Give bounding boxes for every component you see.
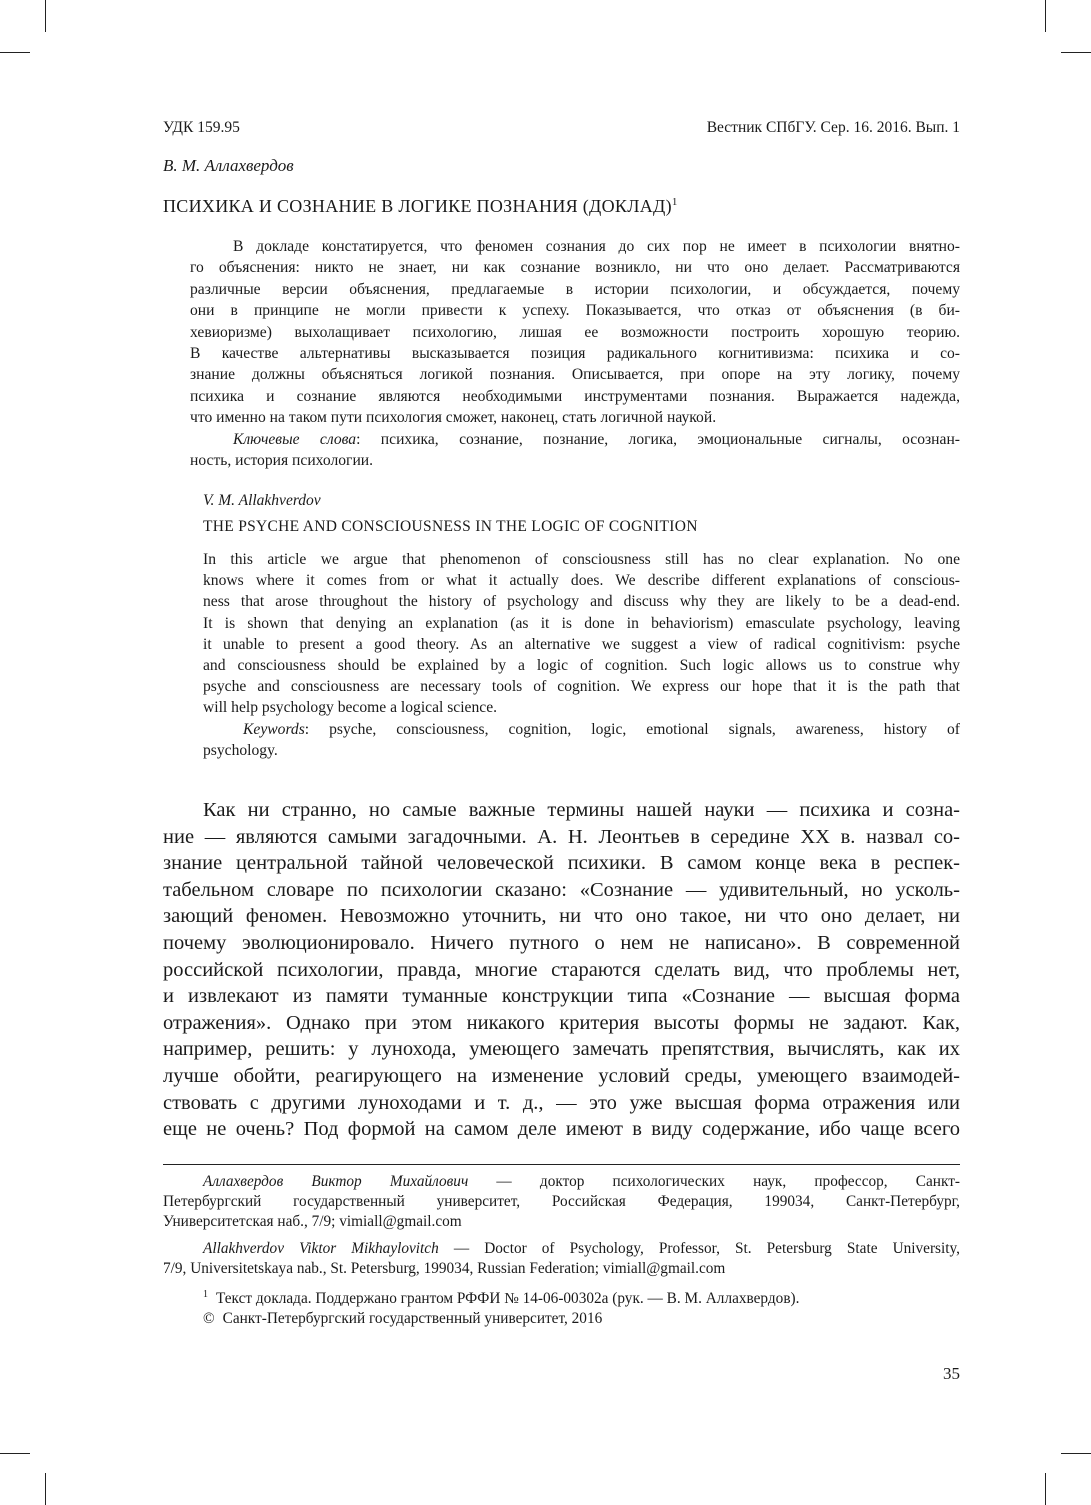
text-line: Как ни странно, но самые важные термины нашей науки — психика и созна- xyxy=(203,799,960,821)
text-line: что именно на таком пути психология сможет, наконец, стать логичной наукой. xyxy=(190,409,717,427)
keywords-label: Ключевые слова xyxy=(233,430,357,448)
title-en: THE PSYCHE AND CONSCIOUSNESS IN THE LOGIC OF COGNITION xyxy=(203,518,698,535)
footnote-line xyxy=(163,1239,960,1259)
title-footnote-mark[interactable]: 1 xyxy=(671,196,678,208)
keywords-line: ность, история психологии. xyxy=(190,452,374,470)
title-text: ПСИХИКА И СОЗНАНИЕ В ЛОГИКЕ ПОЗНАНИЯ (ДОКЛАД) xyxy=(163,196,672,216)
text-line: они в принципе не могли привести к успеху. Показывается, что отказ от объяснения (в би- xyxy=(190,302,960,320)
text-line: knows where it comes from or what it actually does. We describe different explanations of conscious- xyxy=(203,572,960,590)
text-line: В качестве альтернативы высказывается позиция радикального когнитивизма: психика и со- xyxy=(190,345,960,363)
keywords-line xyxy=(190,429,960,450)
copyright-line xyxy=(163,1309,960,1329)
footnote-text: Текст доклада. Поддержано грантом РФФИ № 14-06-00302а (рук. — В. М. Аллахвердов). xyxy=(216,1290,800,1308)
footnote-divider xyxy=(163,1164,960,1165)
footnote-note xyxy=(163,1285,960,1309)
text-line: психика и сознание являются необходимыми инструментами познания. Выражается надежда, xyxy=(190,387,960,405)
crop-mark xyxy=(1045,1473,1046,1505)
crop-mark xyxy=(0,52,30,53)
text-line: and consciousness should be explained by a logic of cognition. Such logic allows us to construe why xyxy=(203,657,960,675)
crop-mark xyxy=(1045,0,1046,32)
page-number: 35 xyxy=(943,1364,960,1383)
keywords-text: : психика, сознание, познание, логика, эмоциональные сигналы, осознан- xyxy=(356,430,960,448)
abstract-ru xyxy=(190,236,960,471)
text-line: зающий феномен. Невозможно уточнить, ни что оно такое, ни что оно делает, ни xyxy=(163,905,960,928)
author-info: — Doctor of Psychology, Professor, St. Petersburg State University, xyxy=(438,1240,960,1257)
footnotes xyxy=(163,1172,960,1329)
crop-mark xyxy=(1061,52,1091,53)
text-line: psyche and consciousness are necessary tools of cognition. We express our hope that it is the path that xyxy=(203,678,960,696)
footnote-line: Университетская наб., 7/9; vimiall@gmail.com xyxy=(163,1213,462,1230)
keywords-text: : psyche, consciousness, cognition, logic, emotional signals, awareness, history of xyxy=(304,720,960,738)
text-line: В докладе констатируется, что феномен сознания до сих пор не имеет в психологии внятно- xyxy=(233,238,960,255)
text-line: знание центральной тайной человеческой психики. В самом конце века в респек- xyxy=(163,852,960,875)
text-line: It is shown that denying an explanation (as it is done in behaviorism) emasculate psychology, leaving xyxy=(203,614,960,632)
text-line: will help psychology become a logical science. xyxy=(203,699,498,717)
footnote-line: 7/9, Universitetskaya nab., St. Petersburg, 199034, Russian Federation; vimiall@gmail.com xyxy=(163,1260,726,1277)
text-line: и извлекают из памяти туманные конструкции типа «Сознание — высшая форма xyxy=(163,985,960,1008)
keywords-label: Keywords xyxy=(243,720,305,738)
text-line: лучше обойти, реагирующего на изменение условий среды, умеющего взаимодей- xyxy=(163,1064,960,1087)
text-line: российской психологии, правда, многие стараются сделать вид, что проблемы нет, xyxy=(163,958,960,981)
text-line: например, решить: у лунохода, умеющего замечать препятствия, вычислять, как их xyxy=(163,1038,960,1061)
author-info: — доктор психологических наук, профессор, Санкт- xyxy=(468,1173,960,1190)
author-name: Allakhverdov Viktor Mikhaylovitch xyxy=(203,1240,439,1257)
copyright-text: Санкт-Петербургский государственный университет, 2016 xyxy=(222,1310,603,1328)
body-text xyxy=(163,797,960,1143)
udc-code: УДК 159.95 xyxy=(163,119,240,136)
text-line: it unable to present a good theory. As an alternative we suggest a view of radical cognitivism: psyche xyxy=(203,635,960,653)
text-line: почему эволюционировало. Ничего путного о нем не написано». В современной xyxy=(163,931,960,954)
copyright-icon: © xyxy=(203,1310,215,1328)
crop-mark xyxy=(45,0,46,32)
footnote-line: Петербургский государственный университет, Российская Федерация, 199034, Санкт-Петербург, xyxy=(163,1193,960,1210)
abstract-en xyxy=(203,549,960,761)
text-line: ствовать с другими луноходами и т. д., — это уже высшая форма отражения или xyxy=(163,1091,960,1114)
author-name: Аллахвердов Виктор Михайлович xyxy=(203,1173,469,1190)
text-line: отражения». Однако при этом никакого критерия высоты формы не задают. Как, xyxy=(163,1011,960,1034)
text-line: еще не очень? Под формой на самом деле имеют в виду содержание, ибо чаще всего xyxy=(163,1118,960,1141)
text-line: хевиоризме) выхолащивает психологию, лишая ее возможности построить хорошую теорию. xyxy=(190,323,960,341)
text-line: табельном словаре по психологии сказано: «Сознание — удивительный, но усколь- xyxy=(163,878,960,901)
text-line: го объяснения: никто не знает, ни как сознание возникло, ни что оно делает. Рассматриваются xyxy=(190,259,960,277)
text-line: знание должны объясняться логикой познания. Описывается, при опоре на эту логику, почему xyxy=(190,366,960,384)
crop-mark xyxy=(45,1473,46,1505)
text-line: ние — являются самыми загадочными. А. Н. Леонтьев в середине XX в. назвал со- xyxy=(163,825,960,848)
author-en: V. M. Allakhverdov xyxy=(203,492,321,509)
keywords-line xyxy=(203,719,960,740)
author-ru: В. М. Аллахвердов xyxy=(163,156,294,175)
footnote-line xyxy=(163,1172,960,1192)
text-line: ness that arose throughout the history of psychology and discuss why they are likely to be a dead-end. xyxy=(203,593,960,611)
text-line: различные версии объяснения, предлагаемые в истории психологии, и обсуждается, почему xyxy=(190,280,960,298)
keywords-line: psychology. xyxy=(203,741,278,759)
footnote-mark: 1 xyxy=(203,1289,208,1300)
crop-mark xyxy=(0,1453,30,1454)
crop-mark xyxy=(1061,1453,1091,1454)
page-title xyxy=(163,196,678,217)
text-line: In this article we argue that phenomenon of consciousness still has no clear explanation. No one xyxy=(203,551,960,568)
journal-header: Вестник СПбГУ. Сер. 16. 2016. Вып. 1 xyxy=(706,119,960,136)
